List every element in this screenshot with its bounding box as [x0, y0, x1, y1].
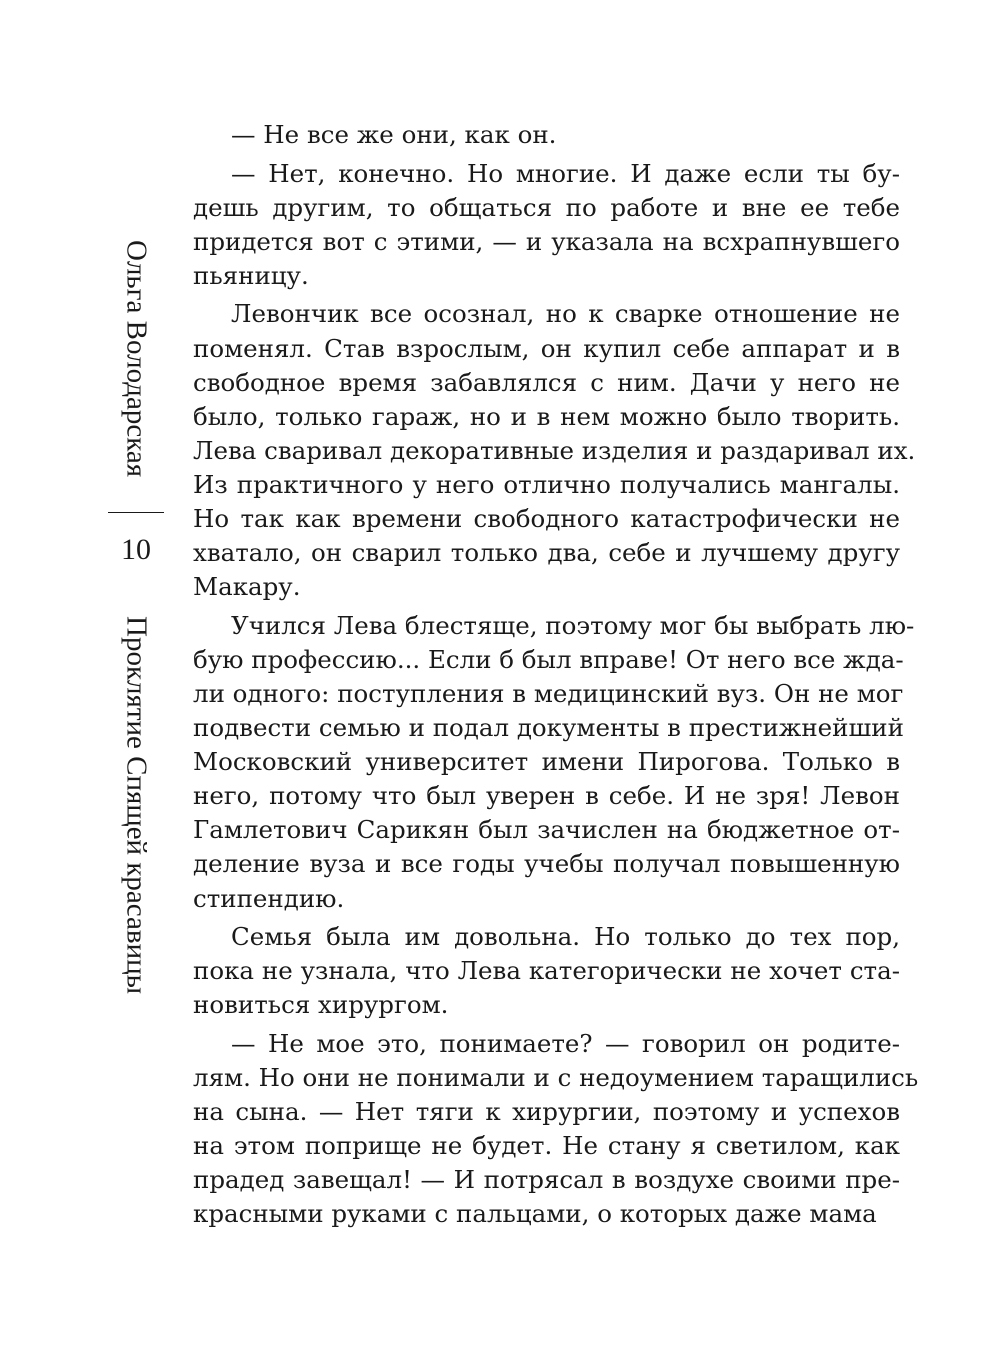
text-line: Учился Лева блестяще, поэтому мог бы выбрать лю-: [231, 610, 915, 640]
text-line: Макару.: [193, 572, 301, 602]
running-header: [106, 240, 166, 1040]
text-line: Лева сваривал декоративные изделия и раздаривал их.: [193, 435, 916, 465]
text-line: ли одного: поступления в медицинский вуз. Он не мог: [193, 679, 904, 708]
paragraph: [193, 920, 900, 1022]
book-title: [106, 616, 166, 1046]
text-line: стипендию.: [193, 883, 345, 913]
paragraph: [193, 118, 900, 152]
book-title-text: Проклятие Спящей красавицы: [120, 616, 153, 995]
text-line: деление вуза и все годы учебы получал повышенную: [193, 849, 900, 879]
text-line: Левончик все осознал, но к сварке отношение не: [231, 299, 900, 329]
text-line: Из практичного у него отлично получались мангалы.: [193, 469, 900, 499]
paragraph: [193, 297, 916, 604]
paragraph: [193, 157, 900, 293]
text-line: Московский университет имени Пирогова. Только в: [193, 747, 900, 777]
text-line: прадед завещал! — И потрясал в воздухе своими пре-: [193, 1165, 900, 1195]
text-line: Семья была им довольна. Но только до тех пор,: [231, 922, 900, 952]
paragraph: [193, 609, 915, 916]
text-line: на сына. — Нет тяги к хирургии, поэтому и успехов: [193, 1097, 900, 1127]
text-line: поменял. Став взрослым, он купил себе аппарат и в: [193, 333, 900, 363]
header-divider: [108, 512, 164, 513]
text-line: дешь другим, то общаться по работе и вне ее тебе: [193, 192, 900, 222]
author-name: [106, 240, 166, 520]
text-line: на этом поприще не будет. Не стану я светилом, как: [193, 1131, 900, 1161]
text-line: — Не мое это, понимаете? — говорил он родите-: [231, 1028, 900, 1058]
text-line: бую профессию... Если б был вправе! От него все жда-: [193, 644, 904, 674]
text-line: Гамлетович Сарикян был зачислен на бюджетное от-: [193, 815, 900, 845]
author-name-text: Ольга Володарская: [120, 240, 153, 478]
text-line: хватало, он сварил только два, себе и лучшему другу: [193, 538, 900, 568]
page-number: 10: [121, 533, 151, 566]
text-line: него, потому что был уверен в себе. И не зря! Левон: [193, 781, 900, 811]
text-line: — Не все же они, как он.: [231, 120, 557, 149]
text-line: придется вот с этими, — и указала на всхрапнувшего: [193, 226, 900, 256]
text-line: лям. Но они не понимали и с недоумением таращились: [193, 1063, 919, 1093]
text-line: Но так как времени свободного катастрофически не: [193, 504, 900, 534]
text-line: пока не узнала, что Лева категорически не хочет ста-: [193, 956, 900, 986]
text-line: красными руками с пальцами, о которых даже мама: [193, 1199, 877, 1229]
text-line: пьяницу.: [193, 260, 309, 290]
text-line: подвести семью и подал документы в престижнейший: [193, 713, 904, 743]
text-line: новиться хирургом.: [193, 990, 449, 1020]
text-line: — Нет, конечно. Но многие. И даже если ты бу-: [231, 158, 900, 188]
text-line: свободное время забавлялся с ним. Дачи у него не: [193, 367, 900, 397]
paragraph: [193, 1027, 919, 1232]
body-text: [193, 118, 919, 1236]
text-line: было, только гараж, но и в нем можно было творить.: [193, 401, 900, 431]
